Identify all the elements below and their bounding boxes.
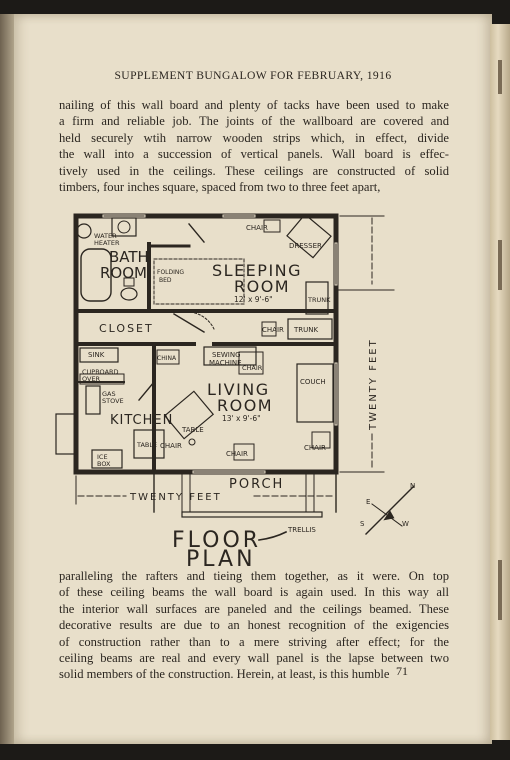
right-page-edge xyxy=(490,24,510,740)
plan-title-2: PLAN xyxy=(186,547,256,572)
page-edge-mark xyxy=(498,560,502,620)
label-trunk-1: TRUNK xyxy=(308,296,331,304)
plan-title-1: FLOOR xyxy=(172,528,262,553)
text-line: solid members of the construction. Herein, at least, is this humble xyxy=(59,667,390,682)
compass-s: S xyxy=(360,520,365,528)
label-living-1: LIVING xyxy=(207,380,270,399)
bottom-paragraph xyxy=(59,568,449,683)
running-header: SUPPLEMENT BUNGALOW FOR FEBRUARY, 1916 xyxy=(114,69,392,82)
compass-n: N xyxy=(410,482,416,490)
label-couch: COUCH xyxy=(300,378,326,386)
label-table-living: TABLE xyxy=(182,426,204,434)
label-porch: PORCH xyxy=(229,477,285,492)
text-line: the interior wall surfaces are paneled and the ceilings beamed. These xyxy=(59,601,449,616)
label-table-kitchen: TABLE xyxy=(137,441,158,449)
text-line: of these ceiling beams the wall board is again used. In this way all xyxy=(59,585,449,600)
label-sewing-2: MACHINE xyxy=(209,359,242,367)
text-line: a firm and reliable job. The joints of the wallboard are covered and xyxy=(59,114,449,129)
label-sewing-1: SEWING xyxy=(212,351,241,359)
text-line: decorative results are due to an honest recognition of the exigencies xyxy=(59,618,449,633)
top-paragraph xyxy=(59,97,449,195)
text-line: nailing of this wall board and plenty of tacks have been used to make xyxy=(59,98,449,112)
label-dresser: DRESSER xyxy=(289,242,322,250)
label-folding-bed-1: FOLDING xyxy=(157,269,185,276)
label-sleeping-dim: 12' x 9'-6" xyxy=(234,295,273,304)
text-line: timbers, four inches square, spaced from two to three feet apart, xyxy=(59,180,381,195)
floor-plan-drawing xyxy=(54,204,416,572)
label-folding-bed-2: BED xyxy=(159,277,172,284)
compass-w: W xyxy=(402,520,409,528)
label-water-heater-1: WATER xyxy=(94,232,117,240)
label-living-2: ROOM xyxy=(217,396,274,415)
label-living-dim: 13' x 9'-6" xyxy=(222,414,261,423)
label-chair-sewing: CHAIR xyxy=(242,364,263,372)
label-sleeping-2: ROOM xyxy=(234,277,291,296)
text-line: paralleling the rafters and tieing them together, as it were. On top xyxy=(59,569,449,583)
label-chair-top: CHAIR xyxy=(246,224,268,232)
label-trunk-2: TRUNK xyxy=(294,326,319,334)
label-closet: CLOSET xyxy=(99,322,154,335)
page-edge-mark xyxy=(498,240,502,290)
label-chair-center: CHAIR xyxy=(226,450,248,458)
label-bath-2: ROOM xyxy=(100,264,147,282)
compass-e: E xyxy=(366,498,371,506)
label-chair-table: CHAIR xyxy=(160,442,182,450)
book-page xyxy=(14,14,492,744)
dimension-width: TWENTY FEET xyxy=(130,492,222,503)
label-bath-1: BATH xyxy=(109,248,149,266)
text-line: ceiling beams are real and every wall panel is the lapse between two xyxy=(59,651,449,666)
label-ice-1: ICE xyxy=(97,453,108,461)
label-gas-1: GAS xyxy=(102,390,116,398)
label-kitchen: KITCHEN xyxy=(110,413,174,428)
label-gas-2: STOVE xyxy=(102,397,124,405)
label-sink: SINK xyxy=(88,351,105,359)
text-line: of construction rather than to a mere striving after effect; for the xyxy=(59,634,449,649)
text-line: the wall into a succession of vertical panels. Wall board is effec- xyxy=(59,147,449,162)
label-cupboard-1: CUPBOARD xyxy=(82,368,119,376)
label-trellis: TRELLIS xyxy=(288,526,316,534)
label-chair-right: CHAIR xyxy=(304,444,326,452)
text-line: held securely wtih narrow wooden strips which, in effect, divide xyxy=(59,130,449,145)
page-number: 71 xyxy=(396,664,408,678)
page-edge-mark xyxy=(498,60,502,94)
label-water-heater-2: HEATER xyxy=(94,239,120,247)
text-line: tively used in the ceilings. These ceilings are constructed of solid xyxy=(59,163,449,178)
label-china: CHINA xyxy=(157,355,177,362)
floor-plan-figure xyxy=(54,204,416,572)
label-chair-mid: CHAIR xyxy=(262,326,284,334)
label-ice-2: BOX xyxy=(97,460,111,468)
label-sleeping-1: SLEEPING xyxy=(212,261,303,280)
dimension-height: TWENTY FEET xyxy=(368,338,379,430)
label-cupboard-2: OVER xyxy=(82,375,101,383)
